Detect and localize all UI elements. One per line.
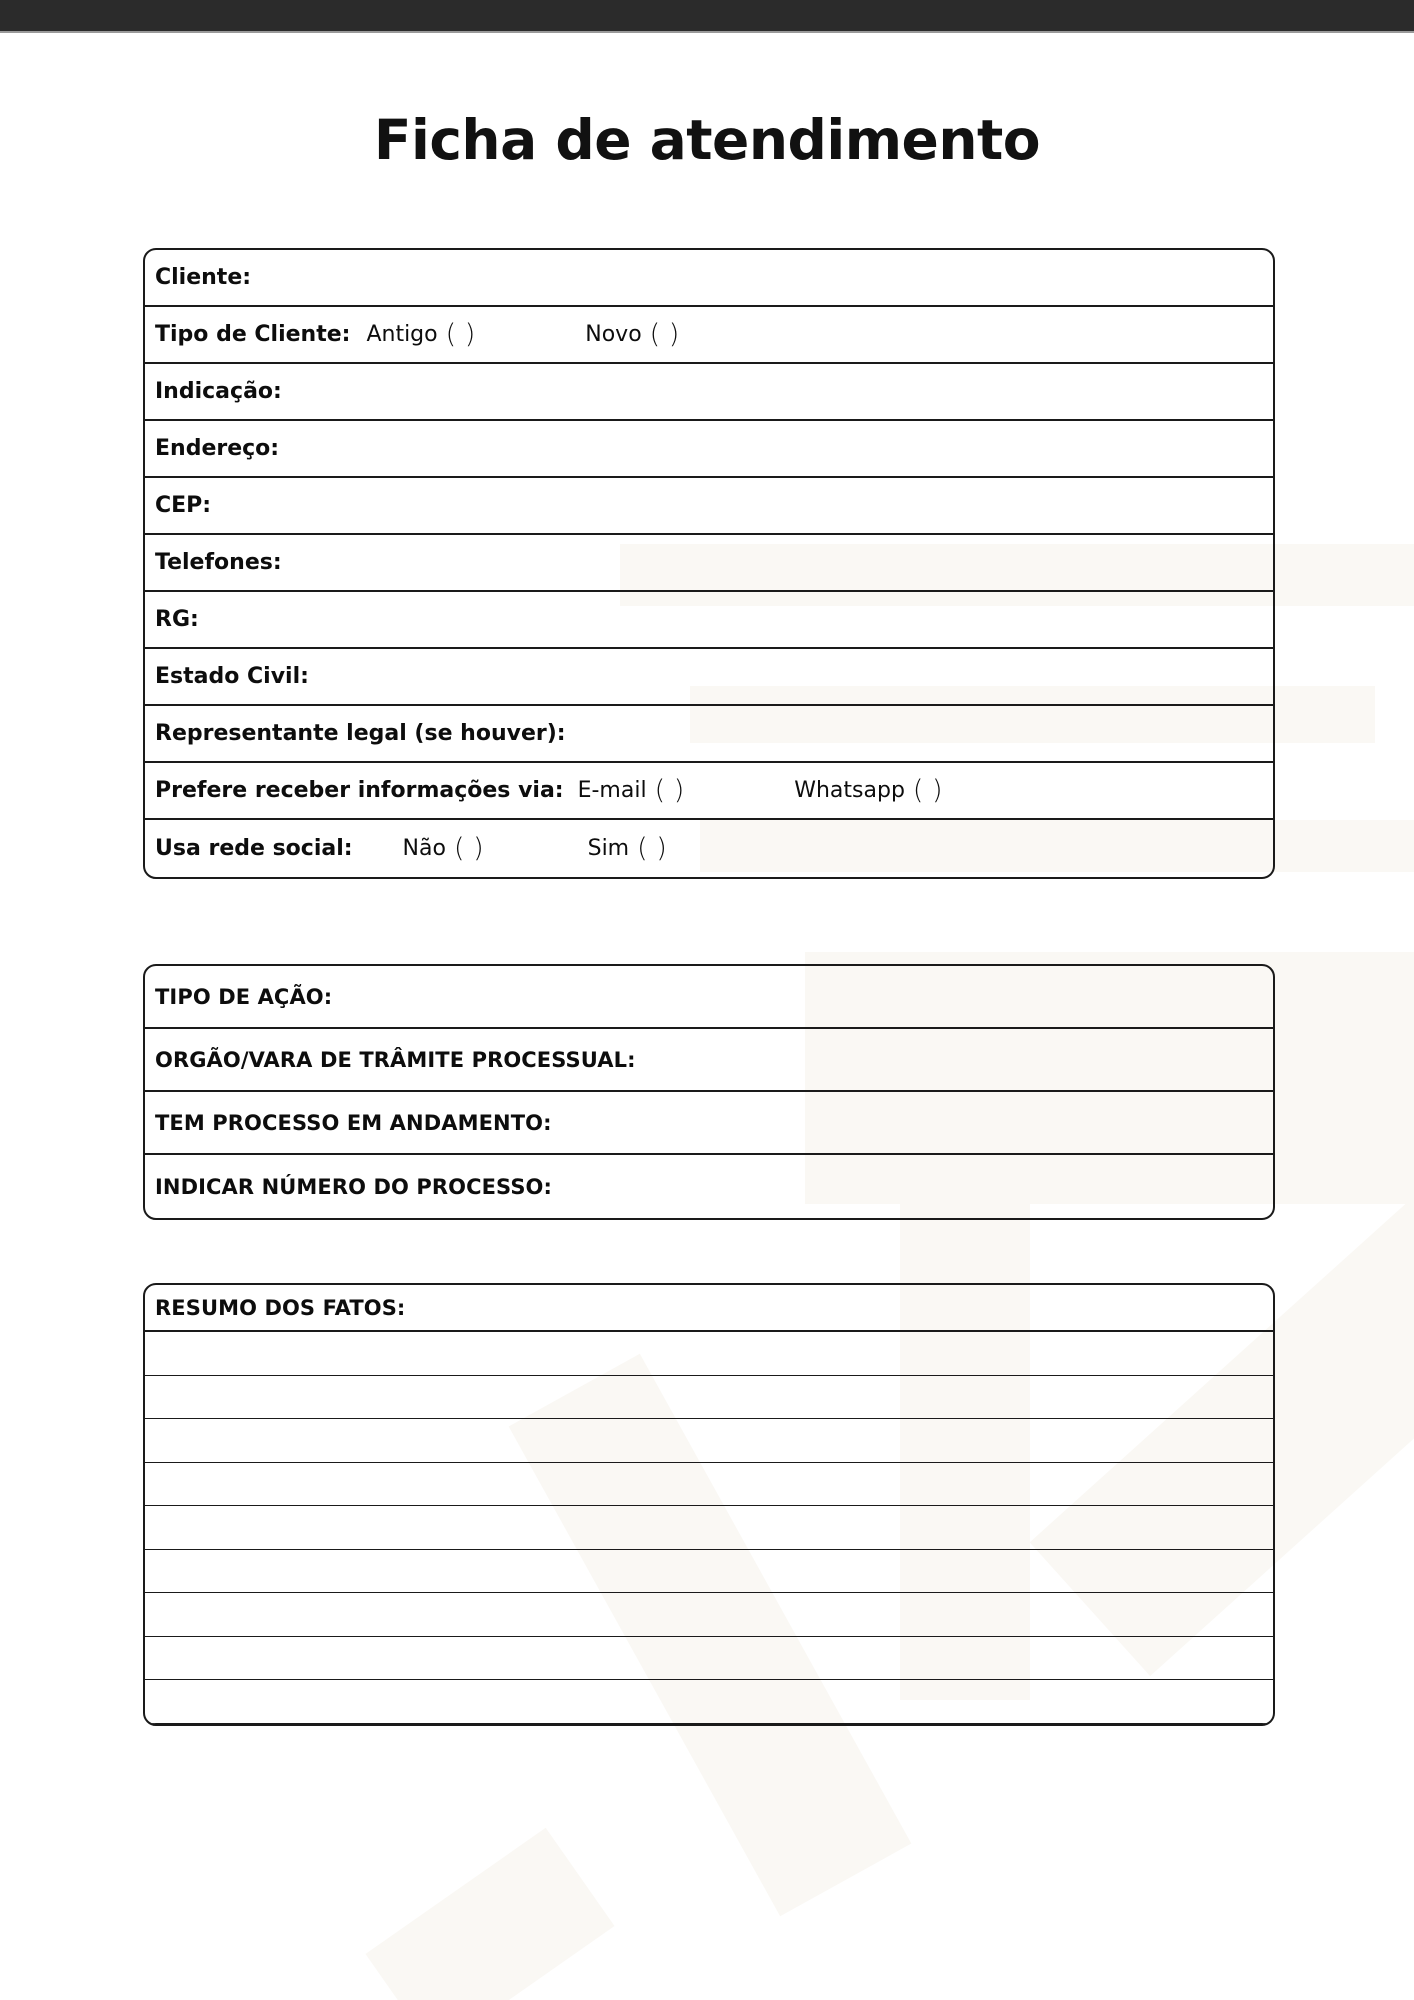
summary-blank-line[interactable]: [145, 1637, 1273, 1681]
checkbox-whatsapp[interactable]: ( ): [912, 775, 943, 806]
field-label-indicar-numero-processo: INDICAR NÚMERO DO PROCESSO:: [155, 1174, 553, 1199]
summary-blank-line[interactable]: [145, 1506, 1273, 1550]
summary-blank-line[interactable]: [145, 1419, 1273, 1463]
field-label-cep: CEP:: [155, 493, 212, 518]
table-row-tipo-de-cliente[interactable]: [145, 307, 1273, 364]
option-whatsapp[interactable]: [794, 775, 942, 806]
summary-blank-line[interactable]: [145, 1463, 1273, 1507]
option-novo[interactable]: [585, 319, 679, 350]
option-label-nao: Não: [402, 836, 446, 861]
table-row-cliente[interactable]: [145, 250, 1273, 307]
option-nao[interactable]: [403, 833, 484, 864]
summary-blank-line[interactable]: [145, 1376, 1273, 1420]
field-label-tem-processo-andamento: TEM PROCESSO EM ANDAMENTO:: [155, 1110, 552, 1135]
option-label-antigo: Antigo: [366, 322, 438, 347]
top-dark-bar: [0, 0, 1414, 31]
summary-of-facts-table: [143, 1283, 1275, 1726]
table-row-estado-civil[interactable]: [145, 649, 1273, 706]
page-title: Ficha de atendimento: [373, 108, 1041, 172]
options-prefere-receber: [564, 775, 943, 806]
summary-blank-line[interactable]: [145, 1550, 1273, 1594]
field-label-resumo-dos-fatos: RESUMO DOS FATOS:: [155, 1295, 406, 1320]
checkbox-antigo[interactable]: ( ): [445, 319, 476, 350]
option-email[interactable]: [578, 775, 685, 806]
table-row-telefones[interactable]: [145, 535, 1273, 592]
table-row-prefere-receber-informacoes[interactable]: [145, 763, 1273, 820]
field-label-orgao-vara: ORGÃO/VARA DE TRÂMITE PROCESSUAL:: [155, 1047, 636, 1072]
table-row-indicar-numero-processo[interactable]: [145, 1155, 1273, 1218]
field-label-representante-legal: Representante legal (se houver):: [155, 721, 566, 746]
table-row-tipo-de-acao[interactable]: [145, 966, 1273, 1029]
field-label-tipo-de-cliente: Tipo de Cliente:: [155, 322, 351, 347]
option-label-email: E-mail: [577, 778, 647, 803]
checkbox-sim[interactable]: ( ): [637, 833, 667, 864]
table-row-representante-legal[interactable]: [145, 706, 1273, 763]
table-row-rg[interactable]: [145, 592, 1273, 649]
summary-blank-line[interactable]: [145, 1593, 1273, 1637]
table-row-endereco[interactable]: [145, 421, 1273, 478]
client-info-table: [143, 248, 1275, 879]
checkbox-nao[interactable]: ( ): [453, 833, 484, 864]
field-label-rg: RG:: [155, 607, 199, 632]
option-label-whatsapp: Whatsapp: [794, 778, 905, 803]
table-row-usa-rede-social[interactable]: [145, 820, 1273, 877]
option-antigo[interactable]: [366, 319, 475, 350]
summary-blank-line[interactable]: [145, 1680, 1273, 1724]
options-tipo-de-cliente: [350, 319, 679, 350]
table-row-cep[interactable]: [145, 478, 1273, 535]
field-label-indicacao: Indicação:: [155, 379, 282, 404]
action-info-table: [143, 964, 1275, 1220]
field-label-cliente: Cliente:: [155, 265, 252, 290]
field-label-estado-civil: Estado Civil:: [155, 664, 309, 689]
field-label-usa-rede-social: Usa rede social:: [155, 836, 353, 861]
table-row-orgao-vara[interactable]: [145, 1029, 1273, 1092]
options-usa-rede-social: [353, 833, 667, 864]
checkbox-novo[interactable]: ( ): [649, 319, 680, 350]
field-label-telefones: Telefones:: [155, 550, 282, 575]
field-label-tipo-de-acao: TIPO DE AÇÃO:: [155, 984, 333, 1009]
checkbox-email[interactable]: ( ): [654, 775, 685, 806]
option-label-novo: Novo: [585, 322, 642, 347]
table-row-indicacao[interactable]: [145, 364, 1273, 421]
table-row-resumo-dos-fatos-heading: [145, 1285, 1273, 1332]
field-label-prefere-receber-informacoes: Prefere receber informações via:: [155, 778, 564, 803]
summary-blank-line[interactable]: [145, 1332, 1273, 1376]
table-row-tem-processo-andamento[interactable]: [145, 1092, 1273, 1155]
top-bar-rule: [0, 31, 1414, 33]
option-sim[interactable]: [588, 833, 667, 864]
field-label-endereco: Endereço:: [155, 436, 280, 461]
option-label-sim: Sim: [587, 836, 630, 861]
